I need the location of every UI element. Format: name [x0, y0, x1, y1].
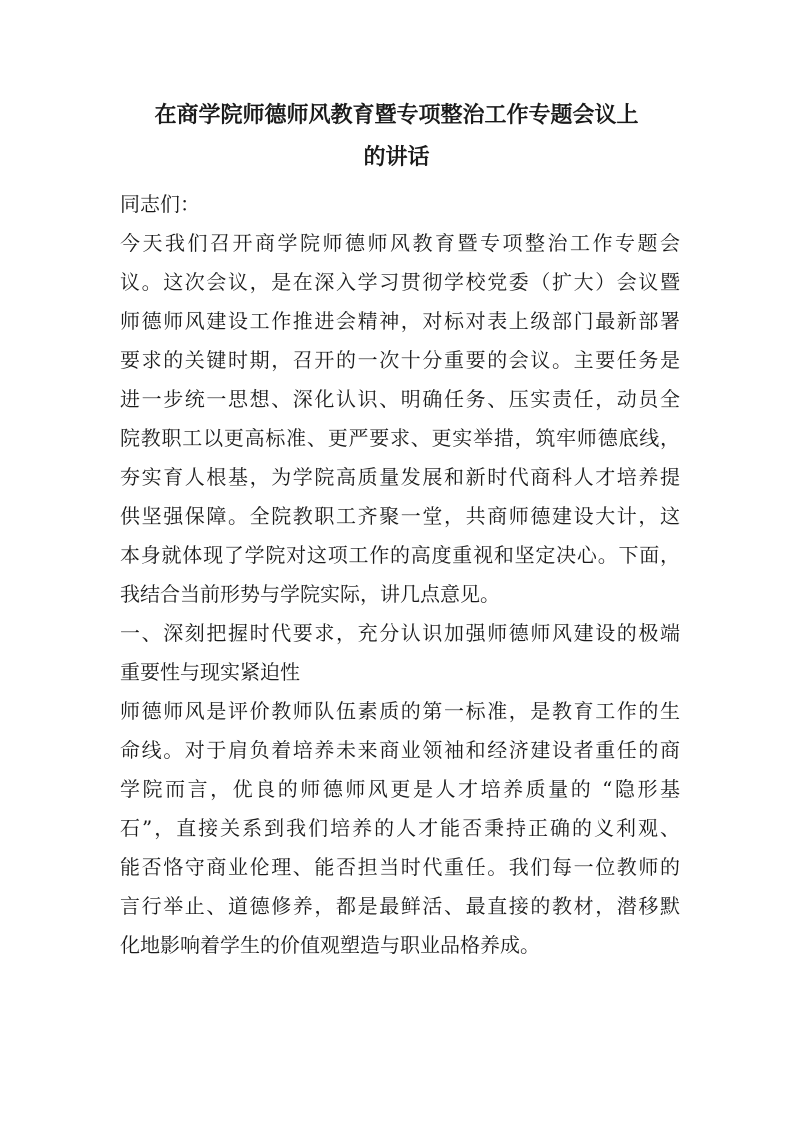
intro-line: 议。这次会议，是在深入学习贯彻学校党委（扩大）会议暨	[120, 270, 680, 294]
salutation-text: 同志们：	[120, 192, 200, 216]
section-1-line: 言行举止、道德修养，都是最鲜活、最直接的教材，潜移默	[120, 894, 680, 918]
section-1-heading-line: 一、深刻把握时代要求，充分认识加强师德师风建设的极端	[120, 621, 680, 645]
intro-line: 夯实育人根基，为学院高质量发展和新时代商科人才培养提	[120, 465, 680, 489]
section-1-line: 石”，直接关系到我们培养的人才能否秉持正确的义利观、	[120, 816, 680, 840]
section-1-line: 能否恪守商业伦理、能否担当时代重任。我们每一位教师的	[120, 855, 680, 879]
intro-line: 院教职工以更高标准、更严要求、更实举措，筑牢师德底线，	[120, 426, 680, 450]
intro-line: 师德师风建设工作推进会精神，对标对表上级部门最新部署	[120, 309, 680, 333]
section-1-line: 命线。对于肩负着培养未来商业领袖和经济建设者重任的商	[120, 738, 680, 762]
section-1-line: 师德师风是评价教师队伍素质的第一标准，是教育工作的生	[120, 699, 680, 723]
section-1-paragraph	[120, 692, 680, 965]
intro-line: 供坚强保障。全院教职工齐聚一堂，共商师德建设大计，这	[120, 504, 680, 528]
intro-line: 进一步统一思想、深化认识、明确任务、压实责任，动员全	[120, 387, 680, 411]
intro-line: 今天我们召开商学院师德师风教育暨专项整治工作专题会	[120, 231, 680, 255]
salutation	[120, 185, 680, 224]
document-title-line-1: 在商学院师德师风教育暨专项整治工作专题会议上	[154, 103, 639, 128]
intro-line: 本身就体现了学院对这项工作的高度重视和坚定决心。下面，	[120, 543, 680, 567]
section-1-line: 学院而言，优良的师德师风更是人才培养质量的 “隐形基	[120, 777, 680, 801]
section-1-line: 化地影响着学生的价值观塑造与职业品格养成。	[120, 933, 540, 957]
intro-paragraph	[120, 224, 680, 614]
intro-line: 要求的关键时期，召开的一次十分重要的会议。主要任务是	[120, 348, 680, 372]
section-1-heading-line: 重要性与现实紧迫性	[120, 660, 300, 684]
intro-line: 我结合当前形势与学院实际，讲几点意见。	[120, 582, 500, 606]
section-1-heading	[120, 614, 680, 692]
document-title-line-2: 的讲话	[363, 145, 430, 170]
